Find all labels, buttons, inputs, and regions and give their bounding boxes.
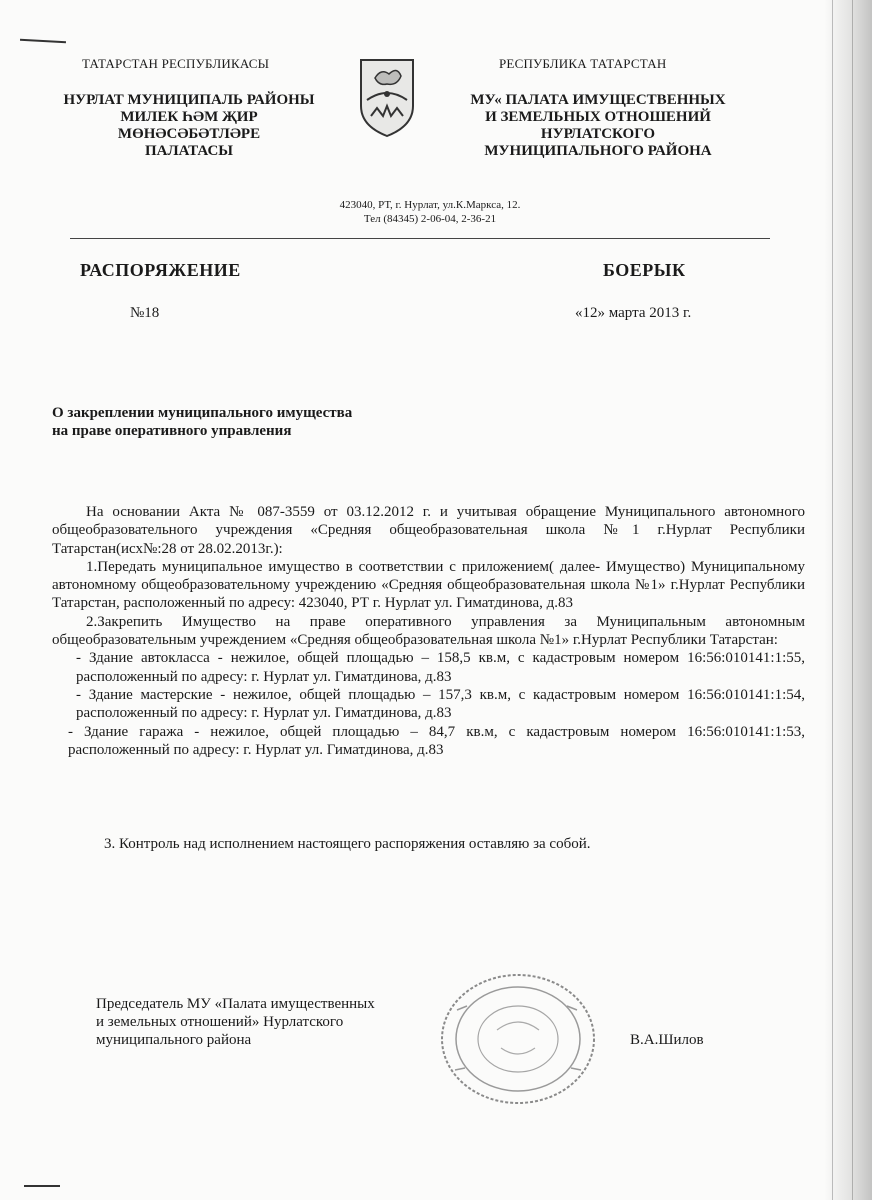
address-line: 423040, РТ, г. Нурлат, ул.К.Маркса, 12. [339, 199, 521, 211]
official-seal-icon [437, 970, 599, 1108]
document-title-russian: РАСПОРЯЖЕНИЕ [80, 260, 241, 280]
right-org-line: МУНИЦИПАЛЬНОГО РАЙОНА [484, 143, 712, 159]
paragraph-2: 2.Закрепить Имущество на праве оперативного управления за Муниципальным автономным общеобразовательным учреждением «Средняя общеобразовательная школа №1» г.Нурлат Республики Татарстан: [52, 613, 805, 649]
subject-line: на праве оперативного управления [52, 423, 292, 439]
scan-mark [20, 39, 66, 43]
signatory-position [96, 995, 375, 1049]
phone-line: Тел (84345) 2-06-04, 2-36-21 [363, 213, 497, 225]
page-edge-line [832, 0, 833, 1200]
right-org-line: И ЗЕМЕЛЬНЫХ ОТНОШЕНИЙ [485, 109, 711, 125]
subject-line: О закреплении муниципального имущества [52, 405, 353, 421]
property-item: - Здание мастерские - нежилое, общей площадью – 157,3 кв.м, с кадастровым номером 16:56:010141:1:54, расположенный по адресу: г. Нурлат ул. Гиматдинова, д.83 [76, 686, 805, 722]
document-date: «12» марта 2013 г. [575, 305, 692, 321]
left-org-line: НУРЛАТ МУНИЦИПАЛЬ РАЙОНЫ [63, 92, 315, 108]
paragraph-3: 3. Контроль над исполнением настоящего распоряжения оставляю за собой. [104, 836, 591, 852]
right-org-line: МУ« ПАЛАТА ИМУЩЕСТВЕННЫХ [470, 92, 726, 108]
address-block [270, 198, 590, 226]
document-number: №18 [130, 305, 160, 321]
coat-of-arms-icon [357, 56, 417, 138]
document-subject [52, 404, 352, 440]
left-org-line: МИЛЕК ҺӘМ ҖИР [120, 109, 258, 125]
document-body [52, 503, 805, 759]
signatory-position-line: муниципального района [96, 1032, 252, 1048]
left-org-line: МӨНӘСӘБӘТЛӘРЕ [117, 126, 261, 142]
signatory-name: В.А.Шилов [630, 1032, 704, 1048]
scan-mark [24, 1185, 60, 1187]
signatory-position-line: Председатель МУ «Палата имущественных [96, 996, 375, 1012]
intro-paragraph: На основании Акта № 087-3559 от 03.12.2012 г. и учитывая обращение Муниципального автономного общеобразовательного учреждения «Средняя общеобразовательная школа №1 г.Нурлат Республики Татарстан(исх№:28 от 28.02.2013г.): [52, 504, 805, 557]
right-republic-name: РЕСПУБЛИКА ТАТАРСТАН [499, 56, 667, 71]
right-org-line: НУРЛАТСКОГО [540, 126, 656, 142]
property-item: - Здание гаража - нежилое, общей площадью – 84,7 кв.м, с кадастровым номером 16:56:010141:1:53, расположенный по адресу: г. Нурлат ул. Гиматдинова, д.83 [68, 723, 805, 758]
left-org-name [48, 92, 330, 160]
header-divider [70, 238, 770, 239]
document-title-tatar: БОЕРЫК [603, 260, 686, 280]
right-org-name [448, 92, 748, 160]
signatory-position-line: и земельных отношений» Нурлатского [96, 1014, 344, 1030]
left-republic-name: ТАТАРСТАН РЕСПУБЛИКАСЫ [82, 56, 270, 71]
left-org-line: ПАЛАТАСЫ [144, 143, 234, 159]
page-edge-line [852, 0, 853, 1200]
property-item: - Здание автокласса - нежилое, общей площадью – 158,5 кв.м, с кадастровым номером 16:56:010141:1:55, расположенный по адресу: г. Нурлат ул. Гиматдинова, д.83 [76, 650, 805, 685]
paragraph-1: 1.Передать муниципальное имущество в соответствии с приложением( далее- Имущество) Муниципальному автономному общеобразовательному учреждению «Средняя общеобразовательная школа №1» г.Нурлат Республики Татарстан, расположенный по адресу: 423040, РТ г. Нурлат ул. Гиматдинова, д.83 [52, 558, 805, 612]
